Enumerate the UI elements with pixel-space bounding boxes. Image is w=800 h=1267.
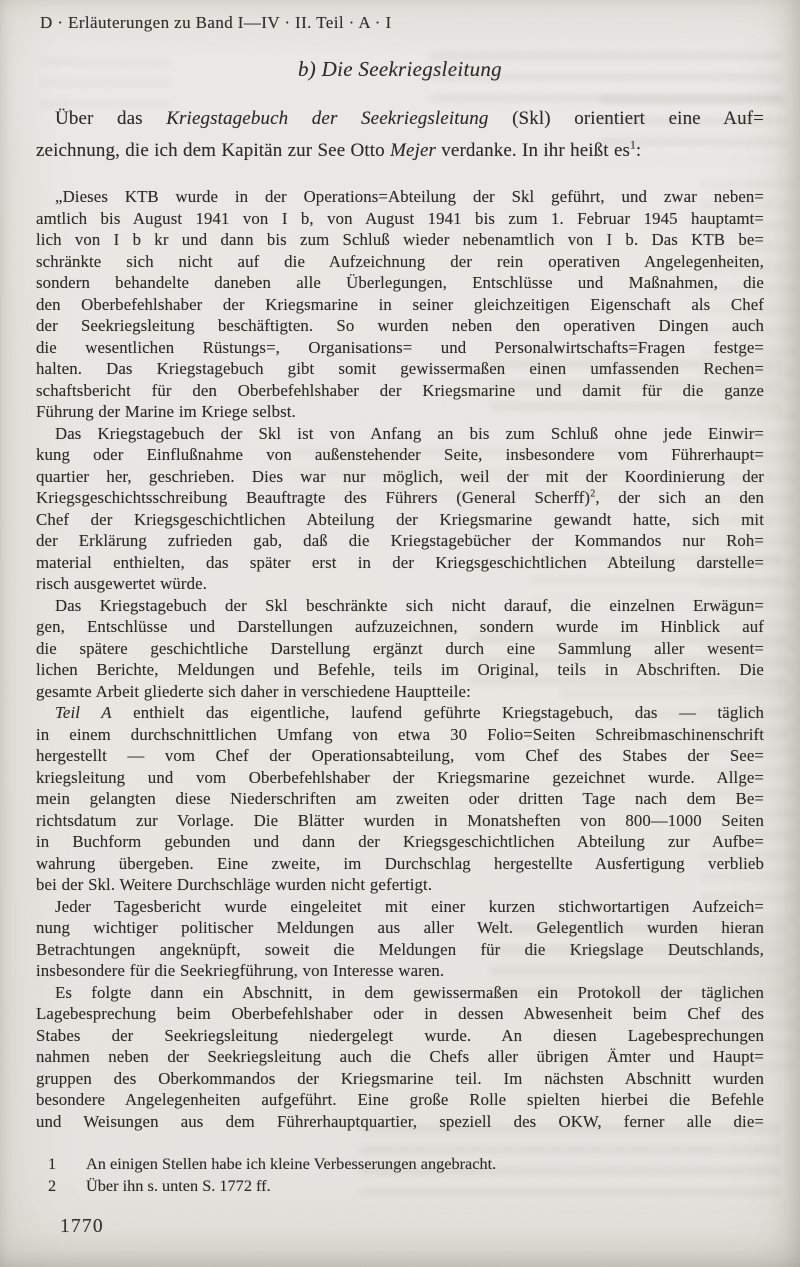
footnote-item — [48, 1175, 748, 1197]
text-segment: amtlich bis August 1941 von I b, von August 1941 bis zum 1. Februar 1945 hauptamt= — [36, 208, 764, 228]
text-segment: richtsdatum zur Vorlage. Die Blätter wurden in Monatsheften von 800—1000 Seiten — [36, 810, 764, 830]
text-line — [36, 444, 764, 466]
text-line — [36, 874, 764, 896]
body-text — [36, 186, 764, 1132]
text-segment: bei der Skl. Weitere Durchschläge wurden nicht gefertigt. — [36, 875, 433, 894]
text-line — [36, 186, 764, 208]
footnote-text: Über ihn s. unten S. 1772 ff. — [86, 1175, 271, 1195]
text-segment: Führung der Marine im Kriege selbst. — [36, 402, 296, 421]
text-line — [36, 788, 764, 810]
text-segment: die wesentlichen Rüstungs=, Organisations= und Personalwirtschafts=Fragen festge= — [36, 337, 764, 357]
text-line — [36, 294, 764, 316]
text-line — [36, 380, 764, 402]
text-line — [36, 659, 764, 681]
text-segment: kriegsleitung und vom Oberbefehlshaber der Kriegsmarine gezeichnet wurde. Allge= — [36, 767, 764, 787]
text-line — [36, 1003, 764, 1025]
text-segment: schaftsbericht für den Oberbefehlshaber der Kriegsmarine und damit für die ganze — [36, 380, 764, 400]
text-segment: gruppen des Oberkommandos der Kriegsmarine teil. Im nächsten Abschnitt wurden — [36, 1068, 764, 1088]
text-segment: in Buchform gebunden und dann der Kriegsgeschichtlichen Abteilung zur Aufbe= — [36, 832, 764, 851]
section-title: b) Die Seekriegsleitung — [297, 57, 502, 81]
text-line — [36, 135, 764, 167]
text-segment: in einem durchschnittlichen Umfang von etwa 30 Folio=Seiten Schreibmaschinenschrift — [36, 724, 764, 744]
footnote-reference: 1 — [630, 138, 636, 152]
text-segment: Das Kriegstagebuch der Skl beschränkte sich nicht darauf, die einzelnen Erwägun= — [55, 595, 764, 615]
text-line — [36, 939, 764, 961]
text-segment: Betrachtungen angeknüpft, soweit die Meldungen für die Kriegslage Deutschlands, — [36, 939, 764, 959]
text-line — [36, 1046, 764, 1068]
text-segment: material enthielten, das später erst in der Kriegsgeschichtlichen Abteilung darstelle= — [36, 552, 764, 572]
text-line — [36, 896, 764, 918]
text-line — [36, 595, 764, 617]
text-line — [36, 487, 764, 509]
text-line — [36, 745, 764, 767]
text-line — [36, 509, 764, 531]
footnotes — [48, 1153, 748, 1196]
text-line — [36, 337, 764, 359]
text-segment: mein gelangten diese Niederschriften am zweiten oder dritten Tage nach dem Be= — [36, 789, 764, 808]
page-number: 1770 — [60, 1216, 104, 1237]
text-line — [36, 1089, 764, 1111]
text-segment: , der sich an den — [595, 488, 764, 507]
text-line — [36, 103, 764, 135]
text-segment: der Erklärung zufrieden gab, daß die Kriegstagebücher der Kommandos nur Roh= — [36, 531, 764, 550]
text-line — [36, 724, 764, 746]
text-segment: Chef der Kriegsgeschichtlichen Abteilung der Kriegsmarine gewandt hatte, sich mit — [36, 509, 764, 529]
text-segment: kung oder Einflußnahme von außenstehender Seite, insbesondere vom Führerhaupt= — [36, 445, 764, 464]
text-segment: Über das — [55, 108, 167, 129]
text-line — [36, 401, 764, 423]
text-segment: die spätere geschichtliche Darstellung ergänzt durch eine Sammlung aller wesent= — [36, 638, 764, 658]
text-segment: gesamte Arbeit gliederte sich daher in verschiedene Hauptteile: — [36, 681, 471, 701]
text-segment: Es folgte dann ein Abschnitt, in dem gewissermaßen ein Protokoll der täglichen — [55, 982, 764, 1002]
text-segment: der Seekriegsleitung beschäftigten. So wurden neben den operativen Dingen auch — [36, 316, 764, 335]
text-line — [36, 1068, 764, 1090]
text-segment: : — [635, 140, 642, 161]
text-line — [36, 552, 764, 574]
text-segment: Das Kriegstagebuch der Skl ist von Anfang an bis zum Schluß ohne jede Einwir= — [55, 423, 764, 443]
text-line — [36, 702, 764, 724]
text-segment: Teil A — [55, 703, 112, 722]
text-line — [36, 466, 764, 488]
text-line — [36, 423, 764, 445]
text-segment: schränkte sich nicht auf die Aufzeichnung der rein operativen Angelegenheiten, — [36, 251, 764, 271]
text-segment: besondere Angelegenheiten aufgeführt. Eine große Rolle spielten hierbei die Befehle — [36, 1090, 764, 1109]
text-segment: lich von I b kr und dann bis zum Schluß wieder nebenamtlich von I b. Das KTB be= — [36, 230, 764, 249]
text-line — [36, 358, 764, 380]
text-segment: verdanke. In ihr heißt es — [436, 140, 631, 161]
text-segment: nahmen neben der Seekriegsleitung auch die Chefs aller übrigen Ämter und Haupt= — [36, 1047, 764, 1066]
intro-paragraph — [36, 103, 764, 167]
text-line — [36, 982, 764, 1004]
text-segment: Kriegsgeschichtsschreibung Beauftragte des Führers (General Scherff) — [36, 488, 591, 507]
text-line — [36, 831, 764, 853]
text-line — [36, 767, 764, 789]
text-line — [36, 638, 764, 660]
text-segment: hergestellt — vom Chef der Operationsabteilung, vom Chef des Stabes der See= — [36, 746, 764, 765]
footnote-reference: 2 — [590, 488, 596, 500]
text-segment: zeichnung, die ich dem Kapitän zur See Otto — [36, 140, 391, 161]
text-line — [36, 251, 764, 273]
text-line — [36, 208, 764, 230]
running-head: D · Erläuterungen zu Band I—IV · II. Teil · A · I — [40, 13, 392, 32]
text-segment: sondern behandelte daneben alle Überlegungen, Entschlüsse und Maßnahmen, die — [36, 273, 764, 292]
text-segment: wahrung übergeben. Eine zweite, im Durchschlag hergestellte Ausfertigung verblieb — [36, 853, 764, 873]
text-line — [36, 573, 764, 595]
text-line — [36, 810, 764, 832]
text-segment: halten. Das Kriegstagebuch gibt somit gewissermaßen einen umfassenden Rechen= — [36, 359, 764, 378]
text-segment: Stabes der Seekriegsleitung niedergelegt wurde. An diesen Lagebesprechungen — [36, 1025, 764, 1045]
text-segment: Lagebesprechung beim Oberbefehlshaber oder in dessen Abwesenheit beim Chef des — [36, 1004, 764, 1023]
text-line — [36, 315, 764, 337]
text-line — [36, 1025, 764, 1047]
text-segment: enthielt das eigentliche, laufend geführte Kriegstagebuch, das — täglich — [111, 703, 764, 722]
text-segment: insbesondere für die Seekriegführung, von Interesse waren. — [36, 961, 445, 980]
text-line — [36, 853, 764, 875]
text-line — [36, 229, 764, 251]
text-segment: gen, Entschlüsse und Darstellungen aufzuzeichnen, sondern wurde im Hinblick auf — [36, 617, 764, 636]
text-line — [36, 960, 764, 982]
footnote-text: An einigen Stellen habe ich kleine Verbesserungen angebracht. — [86, 1154, 497, 1173]
text-line — [36, 1111, 764, 1133]
footnote-number: 2 — [48, 1175, 57, 1195]
footnote-number: 1 — [48, 1154, 57, 1173]
text-line — [36, 917, 764, 939]
footnote-item — [48, 1153, 748, 1175]
text-segment: den Oberbefehlshaber der Kriegsmarine in seiner gleichzeitigen Eigenschaft als Chef — [36, 294, 764, 314]
text-segment: „Dieses KTB wurde in der Operations=Abteilung der Skl geführt, und zwar neben= — [55, 187, 764, 206]
text-line — [36, 681, 764, 703]
text-line — [36, 272, 764, 294]
text-segment: quartier her, geschrieben. Dies war nur möglich, weil der mit der Koordinierung der — [36, 466, 764, 486]
text-segment: lichen Berichte, Meldungen und Befehle, teils im Original, teils in Abschriften. Die — [36, 660, 764, 679]
text-segment: nung wichtiger politischer Meldungen aus aller Welt. Gelegentlich wurden hieran — [36, 918, 764, 937]
text-segment: Mejer — [390, 140, 437, 161]
text-line — [36, 616, 764, 638]
text-segment: Jeder Tagesbericht wurde eingeleitet mit einer kurzen stichwortartigen Aufzeich= — [55, 896, 764, 916]
text-segment: Kriegstagebuch der Seekriegsleitung — [166, 108, 489, 129]
text-segment: (Skl) orientiert eine Auf= — [488, 108, 764, 129]
text-segment: risch ausgewertet würde. — [36, 574, 207, 593]
text-segment: und Weisungen aus dem Führerhauptquartier, speziell des OKW, ferner alle die= — [36, 1111, 764, 1131]
text-line — [36, 530, 764, 552]
